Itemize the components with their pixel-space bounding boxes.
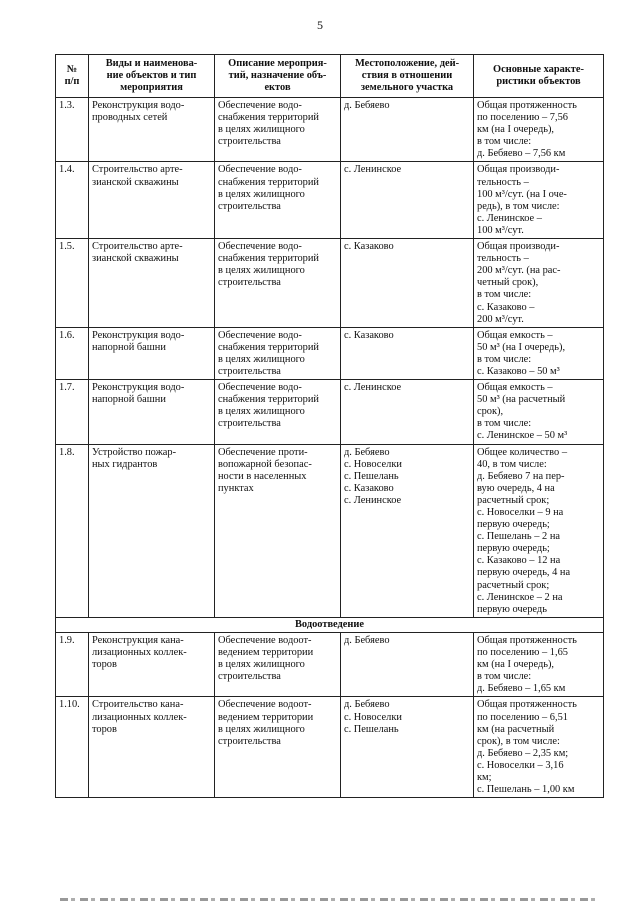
object-location: с. Казаково [341,327,474,379]
object-description: Обеспечение проти- вопожарной безопас- ности в населенных пунктах [215,444,341,617]
scan-artifact-line [60,898,600,901]
object-name: Реконструкция водо- напорной башни [89,380,215,444]
table-row [56,380,604,444]
table-row [56,239,604,328]
object-characteristics: Общая производи- тельность – 200 м³/сут. (на рас- четный срок), в том числе: с. Казаково – 200 м³/сут. [474,239,604,328]
section-header-row [56,617,604,632]
table-row [56,162,604,239]
object-characteristics: Общая емкость – 50 м³ (на расчетный срок), в том числе: с. Ленинское – 50 м³ [474,380,604,444]
object-description: Обеспечение водоот- ведением территории в целях жилищного строительства [215,632,341,696]
object-location: с. Ленинское [341,380,474,444]
object-characteristics: Общая производи- тельность – 100 м³/сут. (на I оче- редь), в том числе: с. Ленинское – 100 м³/сут. [474,162,604,239]
table-row [56,632,604,696]
object-characteristics: Общая емкость – 50 м³ (на I очередь), в том числе: с. Казаково – 50 м³ [474,327,604,379]
row-number: 1.5. [56,239,89,328]
header-location: Местоположение, дей- ствия в отношении земельного участка [341,55,474,98]
object-location: с. Казаково [341,239,474,328]
object-name: Строительство арте- зианской скважины [89,162,215,239]
table-row [56,444,604,617]
planning-table [55,54,604,798]
row-number: 1.6. [56,327,89,379]
row-number: 1.3. [56,98,89,162]
object-description: Обеспечение водо- снабжения территорий в целях жилищного строительства [215,380,341,444]
object-location: д. Бебяево [341,632,474,696]
section-title: Водоотведение [56,617,604,632]
object-characteristics: Общее количество – 40, в том числе: д. Бебяево 7 на пер- вую очередь, 4 на расчетный срок; с. Новоселки – 9 на первую очередь; с. Пешелань – 2 на первую очередь; с. Казаково – 12 на первую очередь, 4 на расчетный срок; с. Ленинское – 2 на первую очередь [474,444,604,617]
object-description: Обеспечение водо- снабжения территорий в целях жилищного строительства [215,98,341,162]
object-name: Строительство кана- лизационных коллек- торов [89,697,215,798]
object-description: Обеспечение водо- снабжения территорий в целях жилищного строительства [215,327,341,379]
object-description: Обеспечение водоот- ведением территории в целях жилищного строительства [215,697,341,798]
header-characteristics: Основные характе- ристики объектов [474,55,604,98]
header-description: Описание мероприя- тий, назначение объ- ектов [215,55,341,98]
row-number: 1.9. [56,632,89,696]
row-number: 1.8. [56,444,89,617]
object-location: д. Бебяево с. Новоселки с. Пешелань с. Казаково с. Ленинское [341,444,474,617]
row-number: 1.7. [56,380,89,444]
header-number: № п/п [56,55,89,98]
object-name: Реконструкция водо- проводных сетей [89,98,215,162]
object-name: Реконструкция водо- напорной башни [89,327,215,379]
object-location: с. Ленинское [341,162,474,239]
object-description: Обеспечение водо- снабжения территорий в целях жилищного строительства [215,239,341,328]
object-location: д. Бебяево с. Новоселки с. Пешелань [341,697,474,798]
table-row [56,697,604,798]
page-number: 5 [317,18,323,32]
object-characteristics: Общая протяженность по поселению – 1,65 км (на I очередь), в том числе: д. Бебяево – 1,65 км [474,632,604,696]
object-characteristics: Общая протяженность по поселению – 6,51 км (на расчетный срок), в том числе: д. Бебяево – 2,35 км; с. Новоселки – 3,16 км; с. Пешелань – 1,00 км [474,697,604,798]
row-number: 1.10. [56,697,89,798]
table-row [56,98,604,162]
object-name: Строительство арте- зианской скважины [89,239,215,328]
object-name: Реконструкция кана- лизационных коллек- торов [89,632,215,696]
object-description: Обеспечение водо- снабжения территорий в целях жилищного строительства [215,162,341,239]
table-header-row [56,55,604,98]
header-object-type: Виды и наименова- ние объектов и тип мероприятия [89,55,215,98]
table-row [56,327,604,379]
object-name: Устройство пожар- ных гидрантов [89,444,215,617]
row-number: 1.4. [56,162,89,239]
object-location: д. Бебяево [341,98,474,162]
object-characteristics: Общая протяженность по поселению – 7,56 км (на I очередь), в том числе: д. Бебяево – 7,56 км [474,98,604,162]
